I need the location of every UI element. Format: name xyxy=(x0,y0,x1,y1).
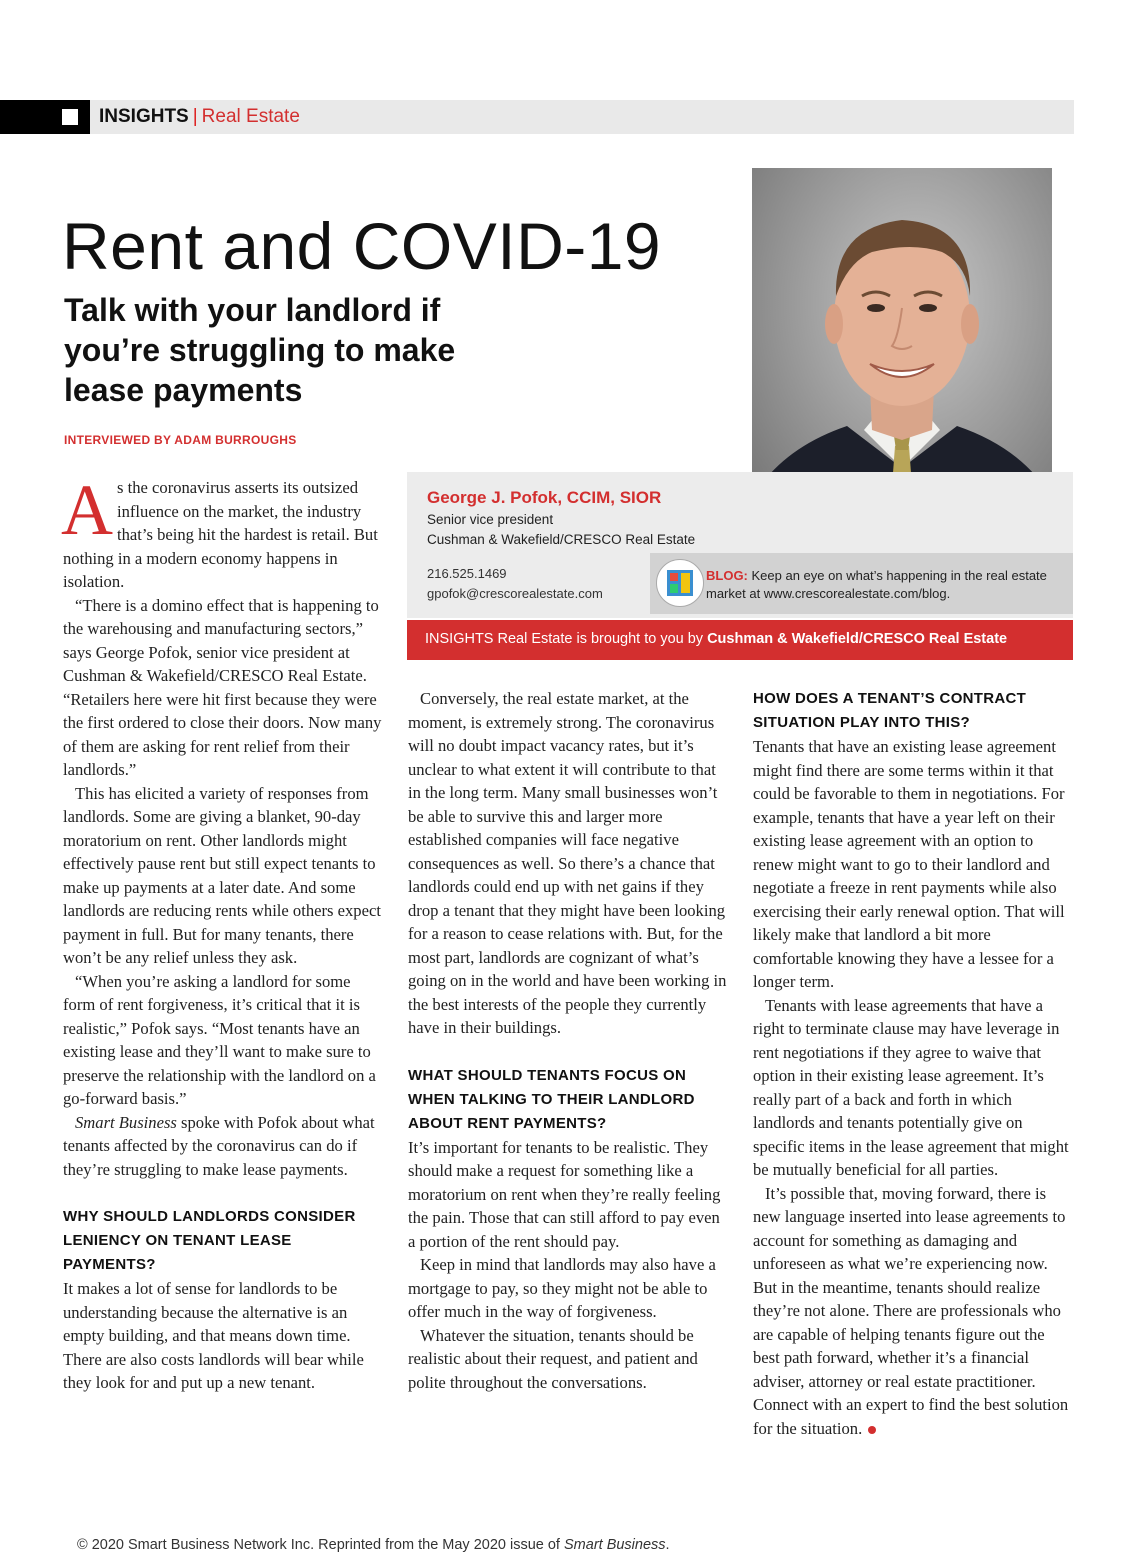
paragraph-text: It’s possible that, moving forward, there is new language inserted into lease agreements to account for something as damaging and unforeseen as what we’re experiencing now. But in the meantime, tenants should realize they’re not alone. There are professionals who are capable of helping tenants figure out the best path forward, whether it’s a financial adviser, attorney or real estate practitioner. Connect with an expert to find the best solution for the situation. xyxy=(753,1183,1069,1438)
paragraph: “There is a domino effect that is happening to the warehousing and manufacturing sectors,” says George Pofok, senior vice president at Cushman & Wakefield/CRESCO Real Estate. “Retailers here were hit first because they were the first ordered to close their doors. Now many of them are asking for rent relief from their landlords.” xyxy=(63,595,382,779)
profile-company: Cushman & Wakefield/CRESCO Real Estate xyxy=(427,532,696,547)
footer-publication: Smart Business xyxy=(564,1537,666,1553)
end-mark-icon xyxy=(868,1426,876,1434)
copyright-footer xyxy=(77,1537,670,1553)
footer-text: © 2020 Smart Business Network Inc. Reprinted from the May 2020 issue of xyxy=(77,1537,564,1553)
profile-email[interactable]: gpofok@crescorealestate.com xyxy=(427,586,603,601)
paragraph: Tenants that have an existing lease agreement might find there are some terms within it that could be favorable to them in negotiations. For example, tenants that have a year left on their existing lease agreement with an option to renew might want to go to their landlord and negotiate a freeze in rent payments while also exercising their early renewal option. That will likely make that landlord a bit more comfortable knowing they have a lessee for a longer term. xyxy=(753,737,1065,991)
paragraph-text: s the coronavirus asserts its outsized influence on the market, the industry that’s being hit the hardest is retail. But nothing in a modern economy happens in isolation. xyxy=(63,478,378,591)
paragraph: It makes a lot of sense for landlords to be understanding because the alternative is an empty building, and that means down time. There are also costs landlords will bear while they look for and put up a new tenant. xyxy=(63,1279,364,1392)
article-column-3 xyxy=(753,687,1075,1440)
paragraph: Whatever the situation, tenants should be realistic about their request, and patient and polite throughout the conversations. xyxy=(408,1325,698,1392)
section-header-bar xyxy=(0,100,1074,134)
paragraph: This has elicited a variety of responses from landlords. Some are giving a blanket, 90-day moratorium on rent. Other landlords might effectively pause rent but still expect tenants to make up payments at a later date. And some landlords are reducing rents while others expect payment in full. But for many tenants, there won’t be any relief unless they ask. xyxy=(63,783,381,967)
paragraph: Conversely, the real estate market, at the moment, is extremely strong. The coronavirus will no doubt impact vacancy rates, but it’s unclear to what extent it will contribute to that in the long term. Many small businesses won’t be able to survive this and larger more established companies will face negative consequences as well. So there’s a chance that landlords could end up with net gains if they drop a tenant that they might have been looking for a reason to cease relations with. But, for the most part, landlords are cognizant of what’s going on in the world and have been working in the best interests of the people they currently have in their buildings. xyxy=(408,689,727,1037)
paragraph: Keep in mind that landlords may also have a mortgage to pay, so they might not be able to offer much in the way of forgiveness. xyxy=(408,1255,716,1321)
paragraph xyxy=(63,1111,383,1182)
paragraph xyxy=(753,1182,1075,1441)
article-subtitle: Talk with your landlord if you’re struggling to make lease payments xyxy=(64,292,456,408)
paragraph: “When you’re asking a landlord for some form of rent forgiveness, it’s critical that it is realistic,” Pofok says. “Most tenants have an existing lease and they’ll want to make sure to preserve the relationship with the landlord on a go-forward basis.” xyxy=(63,971,376,1108)
section-heading: HOW DOES A TENANT’S CONTRACT SITUATION PLAY INTO THIS? xyxy=(753,690,1027,731)
footer-end: . xyxy=(665,1537,670,1553)
paragraph-text: spoke with Pofok about what tenants affected by the coronavirus can do if they’re struggling to make lease payments. xyxy=(63,1112,375,1179)
sponsor-bar xyxy=(407,620,1073,660)
blog-label: BLOG: xyxy=(706,568,748,583)
sponsor-text xyxy=(425,631,1007,647)
header-square-icon xyxy=(62,109,78,125)
section-separator: | xyxy=(192,106,198,127)
sponsor-name: Cushman & Wakefield/CRESCO Real Estate xyxy=(707,631,1008,647)
blog-message[interactable]: Keep an eye on what’s happening in the real estate market at www.crescorealestate.com/blog. xyxy=(706,568,1047,601)
section-topic: Real Estate xyxy=(201,106,300,127)
article-column-1 xyxy=(61,470,383,1395)
sponsor-prefix: INSIGHTS Real Estate is brought to you by xyxy=(425,631,708,647)
blog-callout xyxy=(650,553,1073,614)
profile-role: Senior vice president xyxy=(427,512,554,527)
paragraph: It’s important for tenants to be realistic. They should make a request for something like a moratorium on rent when they’re really feeling the pain. Those that can still afford to pay even a portion of the rent should pay. xyxy=(408,1137,721,1251)
blog-text xyxy=(706,567,1066,603)
article-byline: INTERVIEWED BY ADAM BURROUGHS xyxy=(64,433,297,447)
profile-name: George J. Pofok, CCIM, SIOR xyxy=(427,488,662,507)
article-column-2 xyxy=(408,687,728,1394)
section-heading: WHAT SHOULD TENANTS FOCUS ON WHEN TALKING TO THEIR LANDLORD ABOUT RENT PAYMENTS? xyxy=(408,1066,695,1132)
section-heading: WHY SHOULD LANDLORDS CONSIDER LENIENCY ON TENANT LEASE PAYMENTS? xyxy=(63,1208,356,1273)
blog-icon xyxy=(656,559,704,607)
section-label xyxy=(99,106,300,128)
drop-cap: A xyxy=(61,470,113,550)
article-title: Rent and COVID-19 xyxy=(62,209,662,283)
profile-phone[interactable]: 216.525.1469 xyxy=(427,566,507,581)
publication-name: Smart Business xyxy=(75,1112,177,1132)
section-name: INSIGHTS xyxy=(99,106,189,127)
paragraph: Tenants with lease agreements that have a right to terminate clause may have leverage in rent negotiations if they agree to waive that option in their existing lease agreement. It’s really part of a back and forth in which landlords and tenants potentially give on specific items in the lease agreement that might be mutually beneficial for all parties. xyxy=(753,995,1069,1179)
paragraph xyxy=(61,470,383,594)
